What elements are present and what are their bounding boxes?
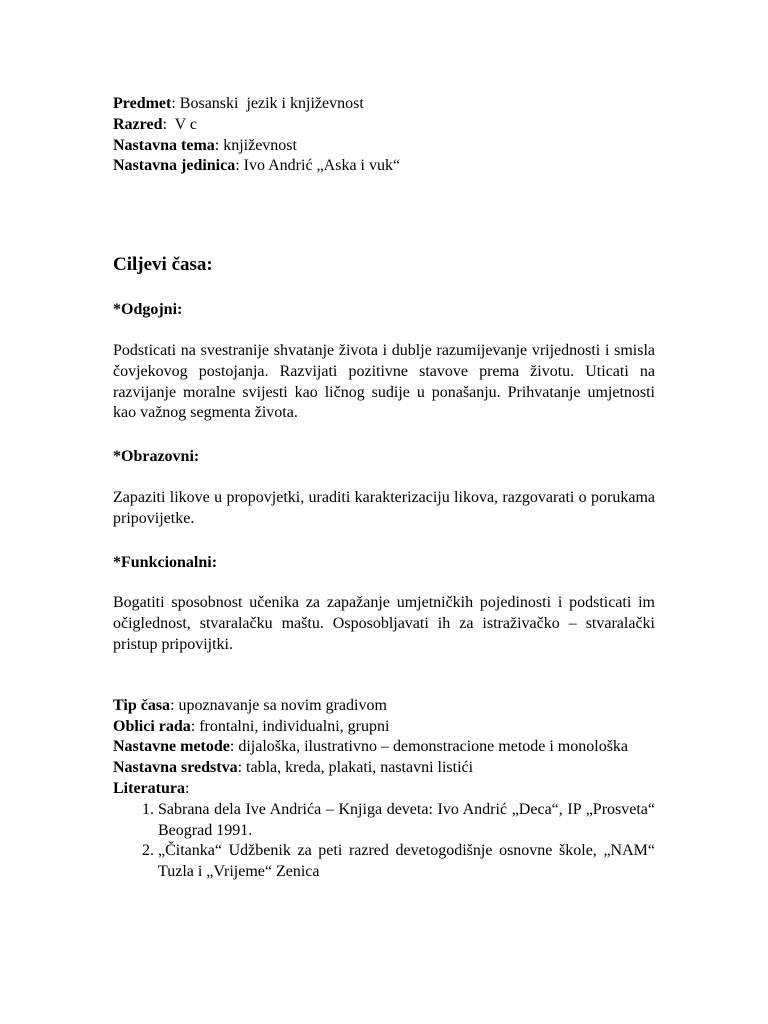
funkcionalni-paragraph: Bogatiti sposobnost učenika za zapažanje umjetničkih pojedinosti i podsticati im očiglednost, stvaralačku maštu. Osposobljavati ih za istraživačko – stvaralački pristup pripovijtki. <box>113 594 655 653</box>
literatura-label: Literatura <box>113 779 185 797</box>
metode-value: : dijaloška, ilustrativno – demonstracione metode i monološka <box>229 738 629 756</box>
razred-line <box>113 115 655 136</box>
tip-label: Tip časa <box>113 696 171 714</box>
metode-label: Nastavne metode <box>113 738 230 756</box>
metode-line <box>113 737 655 758</box>
razred-value: : V c <box>162 115 197 133</box>
tema-line <box>113 136 655 157</box>
sredstva-line <box>113 758 655 779</box>
document-page <box>113 94 655 883</box>
header-block <box>113 94 655 177</box>
literatura-colon: : <box>184 779 190 797</box>
ciljevi-title: Ciljevi časa: <box>113 254 213 276</box>
odgojni-paragraph: Podsticati na svestranije shvatanje života i dublje razumijevanje vrijednosti i smisla čovjekovog postojanja. Razvijati pozitivne stavove prema životu. Uticati na razvijanje moralne svijesti kao ličnog sudije u ponašanju. Prihvatanje umjetnosti kao važnog segmenta života. <box>113 341 655 422</box>
sredstva-label: Nastavna sredstva <box>113 759 238 777</box>
predmet-label: Predmet <box>113 95 172 112</box>
obrazovni-heading: *Obrazovni: <box>113 448 200 466</box>
literatura-item: 1. Sabrana dela Ive Andrića – Knjiga deveta: Ivo Andrić „Deca“, IP „Prosveta“ Beograd 1991. <box>158 800 655 842</box>
oblici-value: : frontalni, individualni, grupni <box>190 717 390 735</box>
literatura-line <box>113 779 655 800</box>
jedinica-label: Nastavna jedinica <box>113 157 236 175</box>
obrazovni-paragraph: Zapaziti likove u propovjetki, uraditi karakterizaciju likova, razgovarati o porukama pripovijetke. <box>113 488 655 527</box>
tip-line <box>113 696 655 717</box>
predmet-line <box>113 94 655 115</box>
jedinica-value: : Ivo Andrić „Aska i vuk“ <box>235 157 401 175</box>
jedinica-line <box>113 156 655 177</box>
tema-value: : književnost <box>214 136 297 154</box>
oblici-label: Oblici rada <box>113 717 191 735</box>
funkcionalni-heading: *Funkcionalni: <box>113 553 218 571</box>
predmet-value: : Bosanski jezik i književnost <box>171 95 364 112</box>
tip-value: : upoznavanje sa novim gradivom <box>170 696 387 714</box>
razred-label: Razred <box>113 115 163 133</box>
literatura-item: 2. „Čitanka“ Udžbenik za peti razred devetogodišnje osnovne škole, „NAM“ Tuzla i „Vrijeme“ Zenica <box>158 841 655 883</box>
literatura-list <box>113 800 655 883</box>
odgojni-heading: *Odgojni: <box>113 301 183 319</box>
tema-label: Nastavna tema <box>113 136 215 154</box>
oblici-line <box>113 717 655 738</box>
lesson-info-block <box>113 696 655 883</box>
sredstva-value: : tabla, kreda, plakati, nastavni listići <box>237 759 474 777</box>
